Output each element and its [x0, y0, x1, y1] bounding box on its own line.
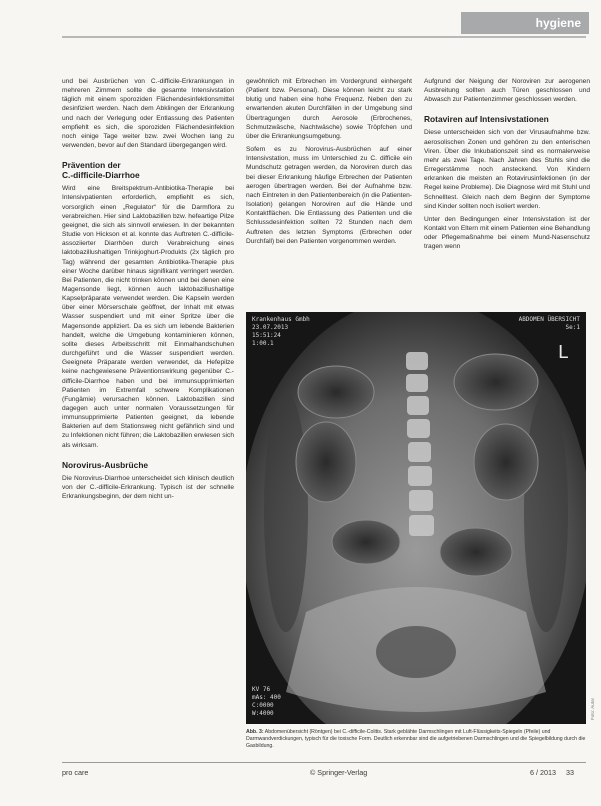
section-label: hygiene: [535, 16, 581, 30]
footer-page-number: 33: [566, 768, 574, 777]
footer-issue: 6 / 2013: [530, 768, 556, 777]
xray-width: W:4000: [252, 710, 274, 717]
section-tab: [461, 12, 589, 34]
column-2: [246, 77, 412, 250]
col1-paragraph-2: Wird eine Breitspektrum-Antibiotika-Therapie bei Intensivpatienten erforderlich, empfiehlt es sich, vorsorglich einen „Regulator“ für die Darmflora zu verabreichen. Hier sind Laktobazillen bzw. hefeartige Pilze geeignet, die sich als sinnvoll erwiesen. In der bekannten Studie von Hickson et al. konnte das Auftreten C.-difficile-assoziierter Diarrhöen durch Verabreichung eines laktobazillushaltigen Trinkjoghurt-Produkts (2x täglich pro Tag) während der gesamten Antibiotika-Therapie plus einer Woche darüber hinaus signifikant verringert werden. Bei Patienten, die nicht trinken können und bei denen eine Magensonde liegt, können auch laktobazillushaltige Kapselpräparate verwendet werden. Die Kapseln werden über einer Mörserschale geöffnet, der Inhalt mit etwas Wasser suspendiert und mit einer Spritze über die Magensonde appliziert. Da es sich um lebende Bakterien handelt, welche die Umgebung kontaminieren können, sollte dieses Arbeitsschritt mit Einmalhandschuhen durchgeführt und die Wasser suspendiert werden. Geeignete Präparate werden verwendet, da Hefepilze keine nachgewiesene Präventionswirkung gegenüber C.-difficile-Diarrhoe haben und bei immunsupprimierten Patienten im Extremfall schwere Komplikationen (Fungämie) verursachen können. Laktobazillen sind dagegen auch unter normalen Voraussetzungen für immunsupprimierte Patienten geeignet, da lebende Bakterien auf dem Stationsweg nicht gefährlich sind und zu Infektionen nicht führen; die Laktobazillen erwiesen sich als wirksam.: [62, 185, 234, 449]
col2-paragraph-2: Sofern es zu Norovirus-Ausbrüchen auf einer Intensivstation, muss im Unterschied zu C. difficile ein Mundschutz getragen werden, da Noroviren durch das bei dieser Erkrankung häufige Erbrechen der Patienten aerogen übertragen werden. Bei der Aufnahme bzw. nach Eintreten in den Patientenbereich (in die Patienten-Isolation) gelangen Noroviren auf die Hände und Kontaktflächen. Die Entlassung des Patienten und die Schlussdesinfektion sollten 72 Stunden nach dem Auftreten des letzten Symptoms (Erbrechen oder Durchfall) bei den Patienten vorgenommen werden.: [246, 146, 412, 245]
xray-center: C:0000: [252, 702, 274, 709]
header-rule: [62, 36, 586, 38]
xray-study: ABDOMEN ÜBERSICHT: [518, 316, 580, 323]
col3-paragraph-1: Aufgrund der Neigung der Noroviren zur aerogenen Ausbreitung sollten auch Türen geschlossen und Abwasch zur Patientenzimmer geschlossen werden.: [424, 78, 590, 104]
xray-time: 15:51:24: [252, 332, 281, 339]
footer-rule: [62, 762, 586, 763]
heading-rotaviren: Rotaviren auf Intensivstationen: [424, 114, 549, 125]
column-3: [424, 77, 590, 256]
xray-image: [246, 312, 586, 724]
col1-paragraph-3: Die Norovirus-Diarrhoe unterscheidet sich klinisch deutlich von der C.-difficile-Erkrankung. Typisch ist der schnelle Erkrankungsbeginn, der dem nicht un-: [62, 474, 234, 501]
xray-scale: 1:00.1: [252, 340, 274, 347]
xray-mas: mAs: 400: [252, 694, 281, 701]
xray-graphic: [246, 312, 586, 724]
heading-norovirus: Norovirus-Ausbrüche: [62, 459, 149, 470]
xray-kv: KV 76: [252, 686, 271, 693]
heading-line-1: Prävention der: [62, 160, 121, 171]
xray-date: 23.07.2013: [252, 324, 289, 331]
col2-paragraph-1: gewöhnlich mit Erbrechen im Vordergrund einhergeht (Patient bzw. Personal). Diese können leicht zu stark blutig und haben eine hohe Frequenz. Neben den zu erwartenden akuten Durchfällen in der Umgebung sind Übertragungen durch Aerosole (Erbrochenes, Schmutzwäsche, Nachtwäsche) sowie Tröpfchen und über die Erkrankungsumgebung.: [246, 78, 412, 140]
xray-side-marker: L: [557, 342, 568, 363]
heading-line-2: C.-difficile-Diarrhoe: [62, 170, 140, 181]
col1-paragraph-1: und bei Ausbrüchen von C.-difficile-Erkrankungen in mehreren Zimmern sollte die gesamte Intensivstation täglich mit einem sporoziden Flächendesinfektionsmittel desinfiziert werden. Nach dem Abklingen der Erkrankung und nach der Verlegung oder Entlassung des Patienten empfiehlt es sich, die sporoziden Flächendesinfektion noch einige Tage weiter bzw. zwei Wochen lang zu verwenden, bevor auf den Standard übergegangen wird.: [62, 78, 234, 150]
xray-overlay-bottom-left: [252, 686, 281, 718]
column-1: [62, 77, 234, 505]
xray-overlay-top-left: [252, 316, 310, 348]
xray-overlay-top-right: [519, 316, 580, 332]
caption-text: Abdomenübersicht (Röntgen) bei C.-difficile-Colitis. Stark geblähte Darmschlingen mit Luft-Flüssigkeits-Spiegeln (Pfeile) und Darmwandverdickungen, typisch für die toxische Form. Deutlich erkennbar sind die aufgetriebenen Darmschlingen und die Spiegelbildung durch die Gasbildung.: [246, 729, 586, 749]
col3-paragraph-2: Diese unterscheiden sich von der Virusaufnahme bzw. aerosolischen Zonen und gehören zu den enterischen Viren. Über die Inkubationszeit sind es normalerweise mehr als zwei Tage. Nach Jahren des Stuhls sind die Erregerstämme noch ansteckend. Von Kindern erkranken die meisten an Rotavirusinfektionen (in der Regel keine Probleme). Die Diagnose wird mit Stuhl und Schnelltest. Gleich nach dem Beginn der Symptome sind Kinder sollten noch isoliert werden.: [424, 129, 590, 210]
caption-label: Abb. 3:: [246, 729, 264, 735]
footer-journal: pro care: [62, 768, 89, 777]
photo-credit: Foto: Autor: [590, 697, 595, 720]
heading-cdiff-prevention: [62, 160, 234, 180]
col3-paragraph-3: Unter den Bedingungen einer Intensivstation ist der Kontakt von Eltern mit einem Patienten eine Behandlung oder Pflegemaßnahme bei einem Mund-Nasenschutz tragen wenn: [424, 215, 590, 251]
footer-publisher: © Springer-Verlag: [310, 768, 368, 777]
xray-series: Se:1: [565, 324, 580, 331]
figure-caption: [246, 729, 586, 750]
xray-institution: Krankenhaus Gmbh: [252, 316, 310, 323]
